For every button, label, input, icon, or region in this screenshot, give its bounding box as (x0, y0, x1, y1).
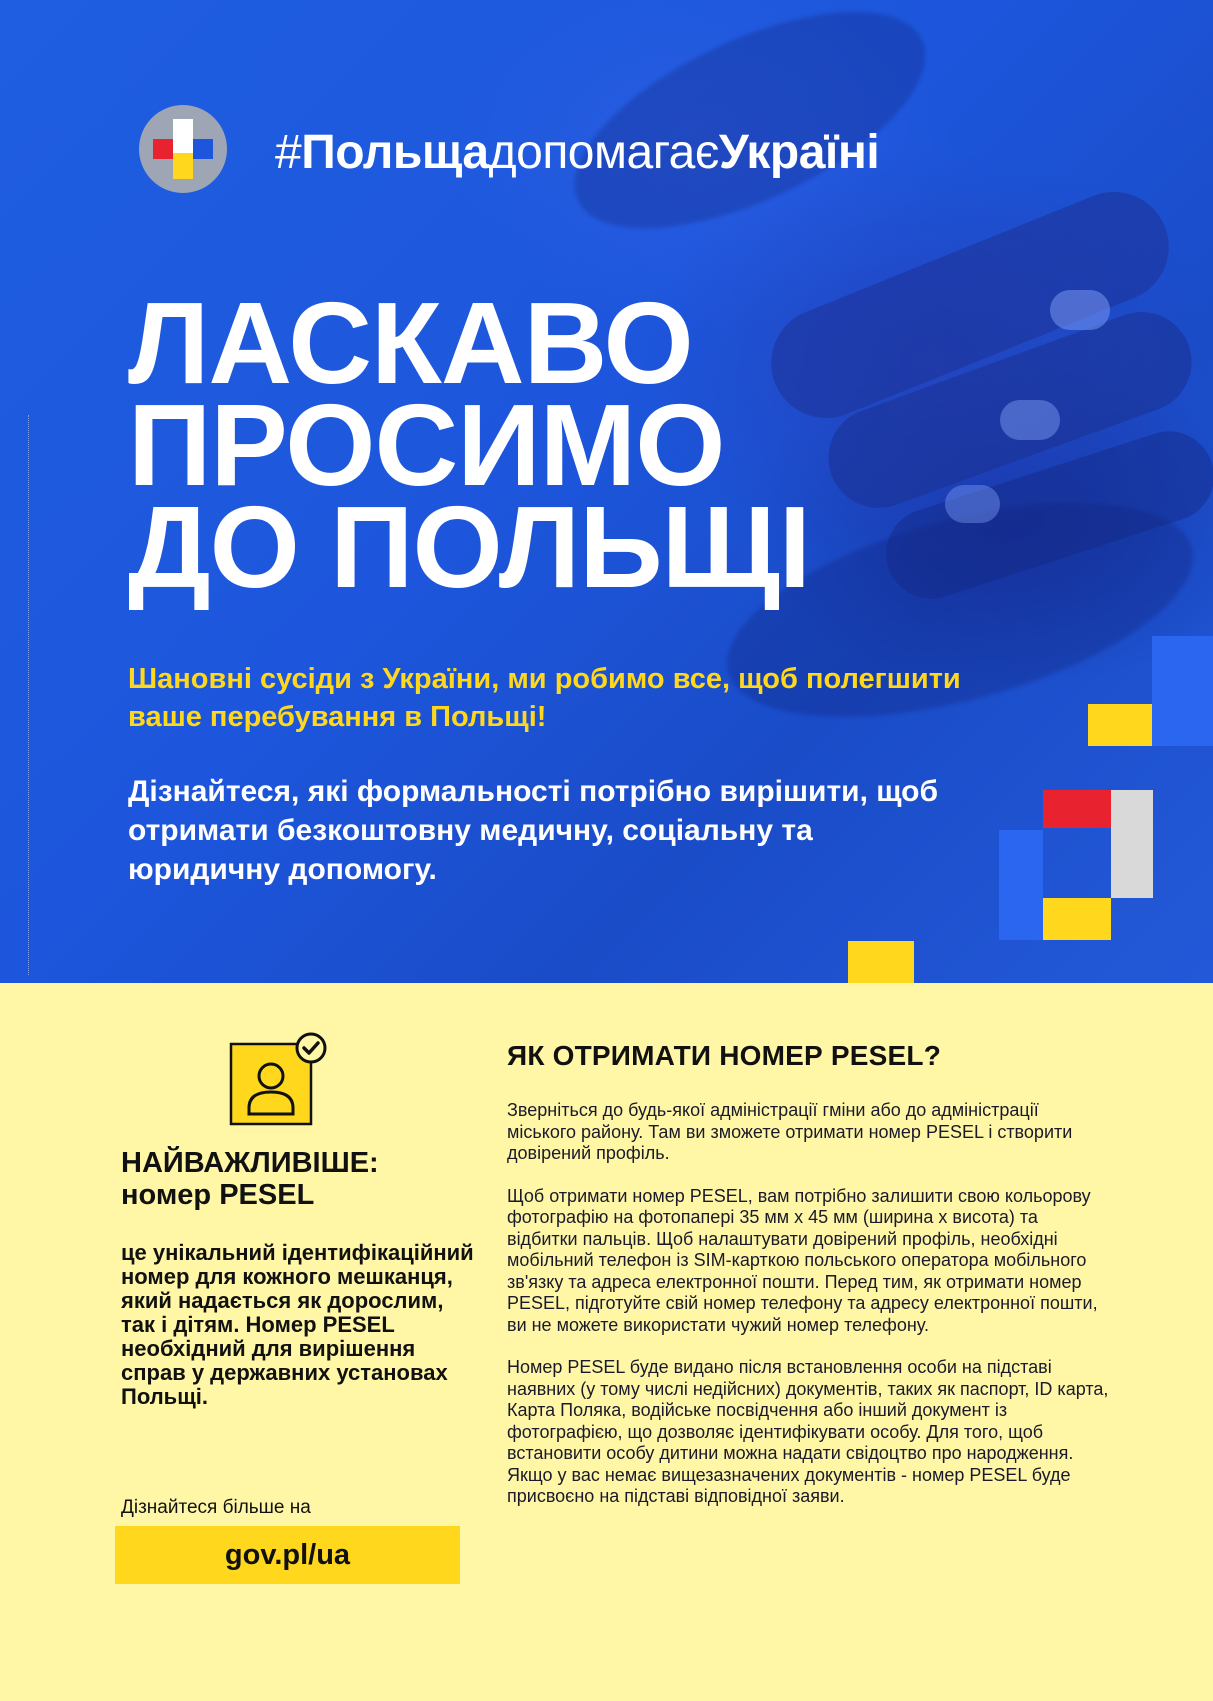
how-to-get-pesel-title: ЯК ОТРИМАТИ НОМЕР PESEL? (507, 1040, 942, 1071)
pesel-title-line-1: НАЙВАЖЛИВІШЕ: (121, 1147, 379, 1179)
gov-link-box[interactable] (115, 1526, 460, 1584)
pesel-description: це унікальний ідентифікаційний номер для кожного мешканця, який надається як дорослим, так і дітям. Номер PESEL необхідний для вирішення справ у державних установах Польщі. (121, 1240, 474, 1409)
fingernail-shape (1000, 400, 1060, 440)
fingernail-shape (1050, 290, 1110, 330)
dotted-guide-line (28, 415, 29, 975)
main-headline (128, 278, 811, 612)
intro-yellow-text: Шановні сусіди з України, ми робимо все, щоб полегшити ваше перебування в Польщі! (128, 663, 961, 733)
fingernail-shape (945, 485, 1000, 523)
person-id-check-icon (229, 1032, 321, 1122)
intro-white-text: Дізнайтеся, які формальності потрібно вирішити, щоб отримати безкоштовну медичну, соціальну та юридичну допомогу. (128, 775, 939, 886)
learn-more-label: Дізнайтеся більше на (121, 1497, 311, 1518)
hashtag-hash: # (275, 126, 302, 179)
paragraph-3: Номер PESEL буде видано після встановлення особи на підставі наявних (у тому числі недійсних) документів, таких як паспорт, ID карта, Карта Поляка, водійське посвідчення або інший документ із фотографією, що дозволяє ідентифікувати особу. Для того, щоб встановити особу дитини можна надати свідоцтво про народження. Якщо у вас немає вищезазначених документів - номер PESEL буде присвоєно на підставі відповідної заяви. (507, 1357, 1109, 1506)
pesel-title-line-2: номер PESEL (121, 1179, 315, 1211)
hashtag-helps: допомагає (488, 126, 719, 179)
hashtag-ukraine: Україні (718, 126, 880, 179)
hashtag-poland: Польща (301, 126, 489, 179)
gov-link[interactable]: gov.pl/ua (224, 1538, 351, 1571)
decor-square-yellow (848, 941, 914, 983)
decor-square-yellow (1088, 704, 1152, 746)
decor-square-yellow (1043, 898, 1111, 940)
headline-line-2: ПРОСИМО (128, 380, 725, 510)
paragraph-1: Зверніться до будь-якої адміністрації гміни або до адміністрації міського району. Там ви зможете отримати номер PESEL і створити довірений профіль. (507, 1100, 1073, 1163)
decor-square-blue (999, 830, 1043, 940)
decor-square-red (1043, 790, 1111, 828)
poland-helps-ukraine-logo (139, 105, 227, 193)
decor-square-blue (1152, 636, 1213, 746)
headline-line-3: ДО ПОЛЬЩІ (128, 482, 811, 612)
paragraph-2: Щоб отримати номер PESEL, вам потрібно залишити свою кольорову фотографію на фотопапері 35 мм х 45 мм (ширина х висота) та відбитки пальців. Щоб налаштувати довірений профіль, необхідні мобільний телефон із SIM-карткою польського оператора мобільного зв'язку та адреса електронної пошти. Перед тим, як отримати номер PESEL, підготуйте свій номер телефону та адресу електронної пошти, ви не можете використати чужий номер телефону. (507, 1185, 1098, 1335)
hashtag-title (275, 125, 879, 181)
how-to-get-pesel-body (507, 1100, 1112, 1529)
decor-square-grey (1111, 790, 1153, 898)
cross-logo-icon (139, 105, 227, 193)
headline-line-1: ЛАСКАВО (128, 278, 693, 408)
pesel-title (121, 1147, 481, 1211)
